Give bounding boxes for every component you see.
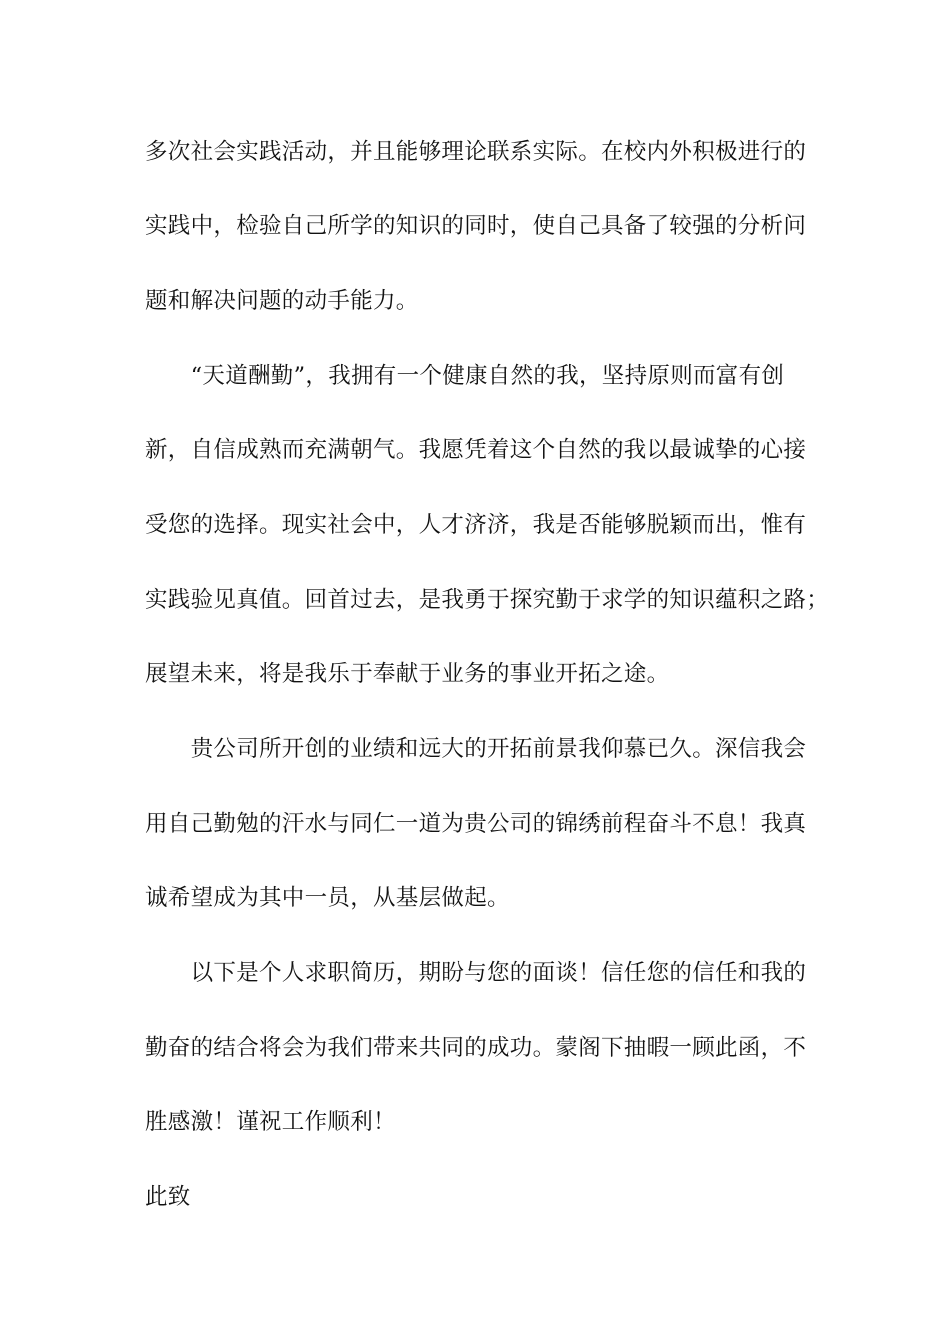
- text-line: 胜感激！谨祝工作顺利！: [145, 1109, 396, 1135]
- text-line: 实践验见真值。回首过去，是我勇于探究勤于求学的知识蕴积之路；: [145, 587, 830, 613]
- closing-line: 此致: [145, 1184, 191, 1210]
- text-line: 展望未来，将是我乐于奉献于业务的事业开拓之途。: [145, 661, 670, 687]
- text-line: 诚希望成为其中一员，从基层做起。: [145, 885, 510, 911]
- text-line: 实践中，检验自己所学的知识的同时，使自己具备了较强的分析问: [145, 213, 807, 239]
- text-line: 多次社会实践活动，并且能够理论联系实际。在校内外积极进行的: [145, 139, 807, 165]
- text-line: 题和解决问题的动手能力。: [145, 288, 419, 314]
- text-line: 以下是个人求职简历，期盼与您的面谈！信任您的信任和我的: [145, 960, 807, 986]
- text-line: 用自己勤勉的汗水与同仁一道为贵公司的锦绣前程奋斗不息！我真: [145, 811, 807, 837]
- text-line: “天道酬勤”，我拥有一个健康自然的我，坚持原则而富有创: [145, 363, 785, 389]
- text-line: 勤奋的结合将会为我们带来共同的成功。蒙阁下抽暇一顾此函，不: [145, 1035, 807, 1061]
- text-line: 贵公司所开创的业绩和远大的开拓前景我仰慕已久。深信我会: [145, 736, 807, 762]
- text-line: 新，自信成熟而充满朝气。我愿凭着这个自然的我以最诚挚的心接: [145, 437, 807, 463]
- text-line: 受您的选择。现实社会中，人才济济，我是否能够脱颖而出，惟有: [145, 512, 807, 538]
